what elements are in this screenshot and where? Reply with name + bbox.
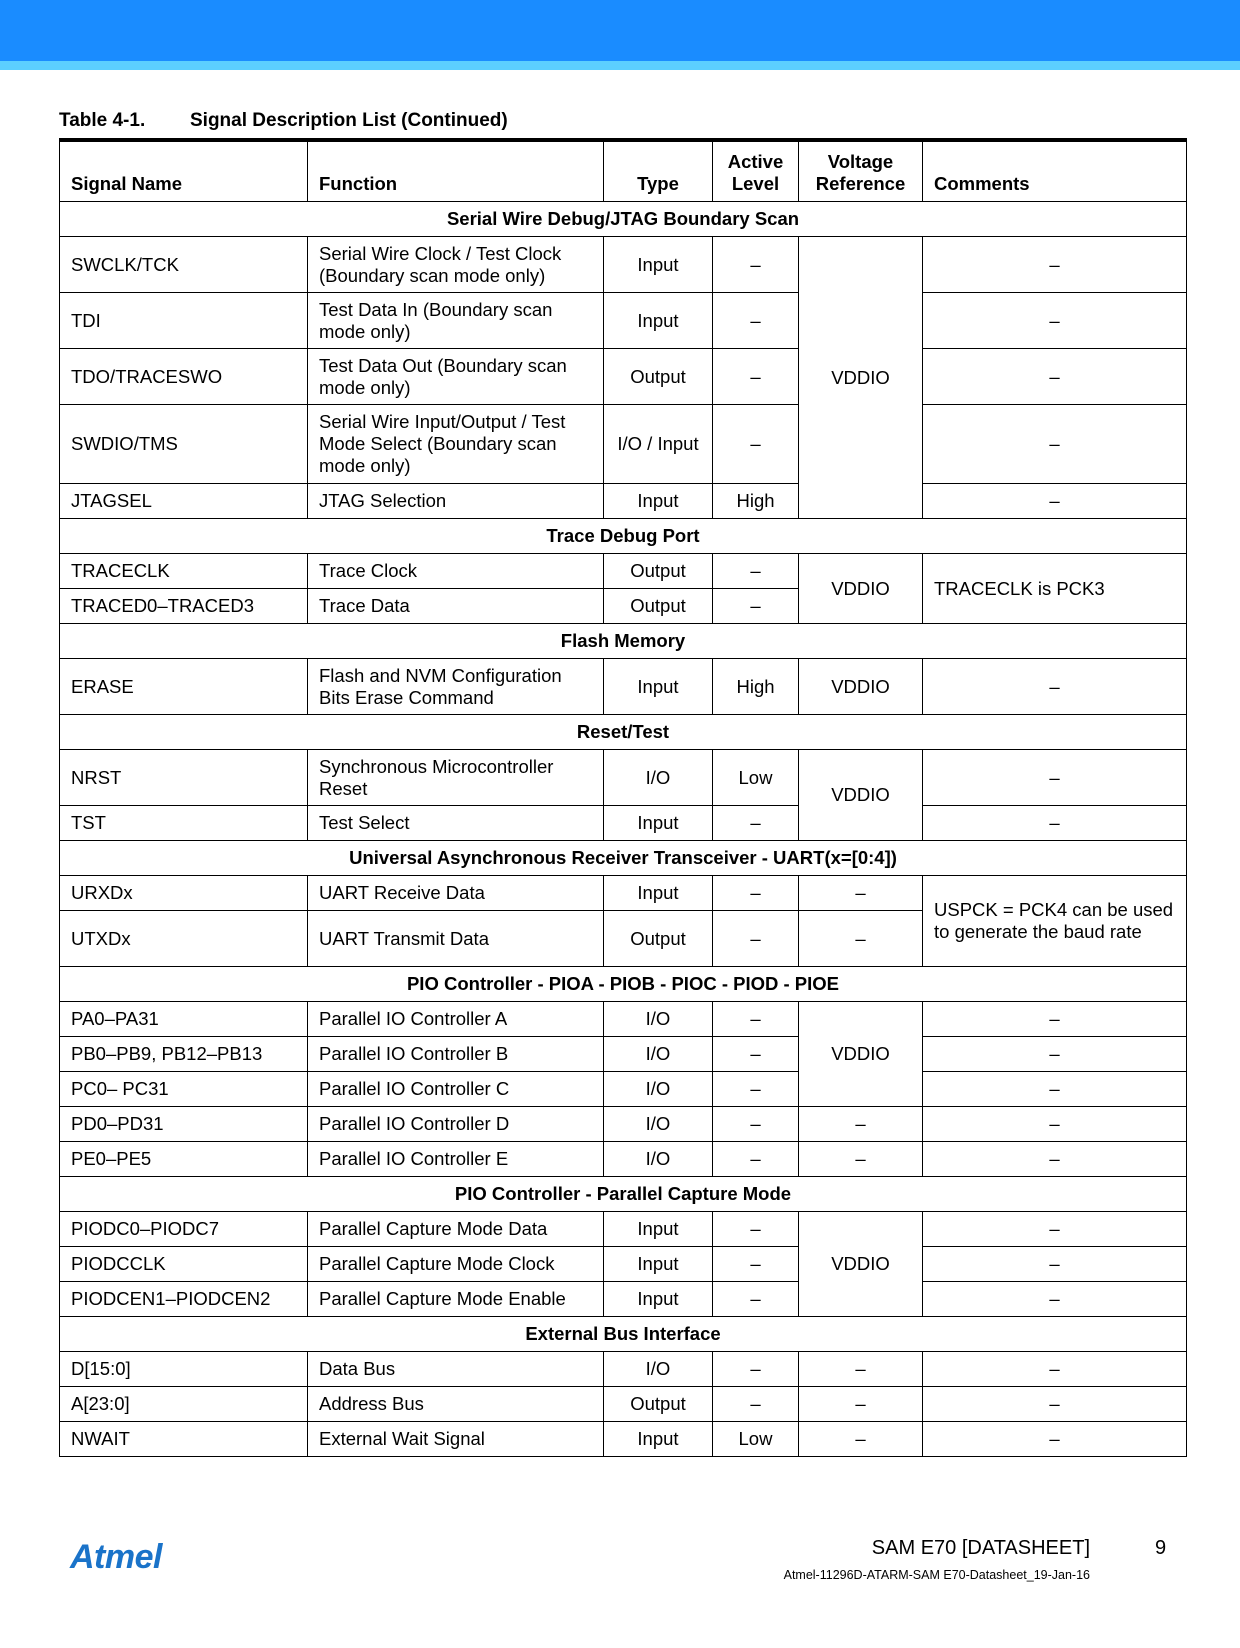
voltage-reference: – (799, 1387, 923, 1422)
col-header: Comments (923, 140, 1187, 202)
signal-type: I/O (604, 1037, 713, 1072)
signal-function: Parallel Capture Mode Clock (308, 1247, 604, 1282)
signal-name: PE0–PE5 (60, 1142, 308, 1177)
atmel-logo: Atmel (70, 1538, 162, 1576)
table-row (60, 349, 1187, 405)
signal-name: SWCLK/TCK (60, 237, 308, 293)
voltage-reference: – (799, 1352, 923, 1387)
header-bar (0, 0, 1240, 61)
table-row (60, 554, 1187, 589)
signal-name: TST (60, 806, 308, 841)
col-header: Function (308, 140, 604, 202)
voltage-reference: – (799, 1107, 923, 1142)
signal-function: Trace Data (308, 589, 604, 624)
active-level: – (713, 1387, 799, 1422)
voltage-reference: – (799, 911, 923, 967)
active-level: High (713, 659, 799, 715)
comments: – (923, 293, 1187, 349)
signal-name: TRACED0–TRACED3 (60, 589, 308, 624)
signal-function: JTAG Selection (308, 484, 604, 519)
signal-name: JTAGSEL (60, 484, 308, 519)
col-header: Signal Name (60, 140, 308, 202)
signal-function: Parallel IO Controller D (308, 1107, 604, 1142)
signal-name: TDO/TRACESWO (60, 349, 308, 405)
table-row (60, 1352, 1187, 1387)
section-title: Trace Debug Port (60, 519, 1187, 554)
signal-function: Serial Wire Clock / Test Clock (Boundary scan mode only) (308, 237, 604, 293)
signal-description-table (59, 138, 1187, 1457)
comments: – (923, 750, 1187, 806)
comments: – (923, 806, 1187, 841)
table-row (60, 1002, 1187, 1037)
signal-type: Output (604, 349, 713, 405)
active-level: High (713, 484, 799, 519)
table-caption (59, 110, 508, 132)
signal-type: Input (604, 484, 713, 519)
signal-function: Synchronous Microcontroller Reset (308, 750, 604, 806)
comments: – (923, 1002, 1187, 1037)
signal-name: PIODCEN1–PIODCEN2 (60, 1282, 308, 1317)
active-level: – (713, 349, 799, 405)
voltage-reference: – (799, 1142, 923, 1177)
signal-type: Output (604, 589, 713, 624)
voltage-reference: – (799, 1422, 923, 1457)
comments: – (923, 1422, 1187, 1457)
signal-name: PIODCCLK (60, 1247, 308, 1282)
voltage-reference: VDDIO (799, 554, 923, 624)
section-title: Flash Memory (60, 624, 1187, 659)
table-row (60, 1037, 1187, 1072)
section-title: Serial Wire Debug/JTAG Boundary Scan (60, 202, 1187, 237)
active-level: – (713, 1142, 799, 1177)
signal-name: PA0–PA31 (60, 1002, 308, 1037)
voltage-reference: VDDIO (799, 659, 923, 715)
doc-title: SAM E70 [DATASHEET] (871, 1537, 1090, 1559)
comments: – (923, 349, 1187, 405)
comments: TRACECLK is PCK3 (923, 554, 1187, 624)
signal-name: NWAIT (60, 1422, 308, 1457)
table-row (60, 1212, 1187, 1247)
section-title: Universal Asynchronous Receiver Transceiver - UART(x=[0:4]) (60, 841, 1187, 876)
table-row (60, 806, 1187, 841)
active-level: – (713, 806, 799, 841)
col-header: Active Level (713, 140, 799, 202)
active-level: – (713, 405, 799, 484)
signal-type: Input (604, 1422, 713, 1457)
signal-type: Output (604, 911, 713, 967)
comments: – (923, 1142, 1187, 1177)
section-title: Reset/Test (60, 715, 1187, 750)
table-row (60, 405, 1187, 484)
signal-name: D[15:0] (60, 1352, 308, 1387)
signal-type: I/O (604, 750, 713, 806)
active-level: – (713, 237, 799, 293)
comments: – (923, 405, 1187, 484)
comments: – (923, 659, 1187, 715)
table-number: Table 4-1. (59, 110, 146, 131)
table-row (60, 876, 1187, 911)
voltage-reference: VDDIO (799, 1212, 923, 1317)
table-row (60, 1107, 1187, 1142)
comments: – (923, 1282, 1187, 1317)
section-title: External Bus Interface (60, 1317, 1187, 1352)
active-level: – (713, 1002, 799, 1037)
voltage-reference: – (799, 876, 923, 911)
active-level: Low (713, 1422, 799, 1457)
signal-function: Address Bus (308, 1387, 604, 1422)
signal-type: Output (604, 554, 713, 589)
table-row (60, 484, 1187, 519)
signal-type: I/O (604, 1002, 713, 1037)
signal-name: PD0–PD31 (60, 1107, 308, 1142)
signal-name: TRACECLK (60, 554, 308, 589)
comments: – (923, 1387, 1187, 1422)
col-header: Voltage Reference (799, 140, 923, 202)
table-row (60, 750, 1187, 806)
signal-function: Trace Clock (308, 554, 604, 589)
signal-type: Input (604, 293, 713, 349)
comments: – (923, 1247, 1187, 1282)
table-row (60, 293, 1187, 349)
signal-name: NRST (60, 750, 308, 806)
active-level: – (713, 293, 799, 349)
header-stripe (0, 61, 1240, 70)
table-title: Signal Description List (Continued) (190, 110, 508, 131)
signal-function: Flash and NVM Configuration Bits Erase Command (308, 659, 604, 715)
doc-id: Atmel-11296D-ATARM-SAM E70-Datasheet_19-Jan-16 (783, 1568, 1090, 1582)
comments: – (923, 1212, 1187, 1247)
voltage-reference: VDDIO (799, 1002, 923, 1107)
signal-type: Input (604, 659, 713, 715)
active-level: – (713, 1107, 799, 1142)
table-row (60, 1142, 1187, 1177)
signal-function: Parallel IO Controller C (308, 1072, 604, 1107)
table-row (60, 1247, 1187, 1282)
table-row (60, 1072, 1187, 1107)
signal-type: Input (604, 1247, 713, 1282)
signal-type: I/O (604, 1072, 713, 1107)
signal-name: PB0–PB9, PB12–PB13 (60, 1037, 308, 1072)
signal-type: I/O (604, 1107, 713, 1142)
comments: – (923, 1037, 1187, 1072)
signal-type: Input (604, 876, 713, 911)
signal-function: External Wait Signal (308, 1422, 604, 1457)
table-row (60, 1282, 1187, 1317)
active-level: Low (713, 750, 799, 806)
section-title: PIO Controller - Parallel Capture Mode (60, 1177, 1187, 1212)
comments: USPCK = PCK4 can be used to generate the baud rate (923, 876, 1187, 967)
table-row (60, 659, 1187, 715)
signal-function: UART Transmit Data (308, 911, 604, 967)
comments: – (923, 237, 1187, 293)
signal-function: Serial Wire Input/Output / Test Mode Select (Boundary scan mode only) (308, 405, 604, 484)
signal-function: Test Data Out (Boundary scan mode only) (308, 349, 604, 405)
active-level: – (713, 554, 799, 589)
signal-name: ERASE (60, 659, 308, 715)
signal-name: URXDx (60, 876, 308, 911)
signal-function: Parallel IO Controller A (308, 1002, 604, 1037)
active-level: – (713, 1247, 799, 1282)
active-level: – (713, 1282, 799, 1317)
signal-function: Parallel Capture Mode Data (308, 1212, 604, 1247)
signal-type: Output (604, 1387, 713, 1422)
col-header: Type (604, 140, 713, 202)
comments: – (923, 1107, 1187, 1142)
active-level: – (713, 1072, 799, 1107)
signal-function: Data Bus (308, 1352, 604, 1387)
table-row (60, 237, 1187, 293)
signal-function: Test Select (308, 806, 604, 841)
signal-type: Input (604, 1282, 713, 1317)
signal-type: Input (604, 1212, 713, 1247)
active-level: – (713, 589, 799, 624)
signal-name: SWDIO/TMS (60, 405, 308, 484)
table-row (60, 1387, 1187, 1422)
comments: – (923, 1352, 1187, 1387)
active-level: – (713, 1352, 799, 1387)
signal-type: Input (604, 237, 713, 293)
voltage-reference: VDDIO (799, 750, 923, 841)
signal-type: I/O (604, 1352, 713, 1387)
table-header-row (60, 140, 1187, 202)
signal-function: Parallel IO Controller B (308, 1037, 604, 1072)
voltage-reference: VDDIO (799, 237, 923, 519)
active-level: – (713, 876, 799, 911)
active-level: – (713, 1037, 799, 1072)
signal-function: Parallel Capture Mode Enable (308, 1282, 604, 1317)
signal-name: TDI (60, 293, 308, 349)
page-number: 9 (1155, 1537, 1167, 1559)
signal-name: A[23:0] (60, 1387, 308, 1422)
active-level: – (713, 1212, 799, 1247)
signal-type: I/O (604, 1142, 713, 1177)
signal-function: Test Data In (Boundary scan mode only) (308, 293, 604, 349)
signal-type: Input (604, 806, 713, 841)
section-title: PIO Controller - PIOA - PIOB - PIOC - PIOD - PIOE (60, 967, 1187, 1002)
signal-type: I/O / Input (604, 405, 713, 484)
signal-function: UART Receive Data (308, 876, 604, 911)
active-level: – (713, 911, 799, 967)
comments: – (923, 1072, 1187, 1107)
table-row (60, 1422, 1187, 1457)
comments: – (923, 484, 1187, 519)
signal-name: UTXDx (60, 911, 308, 967)
signal-name: PC0– PC31 (60, 1072, 308, 1107)
signal-name: PIODC0–PIODC7 (60, 1212, 308, 1247)
signal-function: Parallel IO Controller E (308, 1142, 604, 1177)
